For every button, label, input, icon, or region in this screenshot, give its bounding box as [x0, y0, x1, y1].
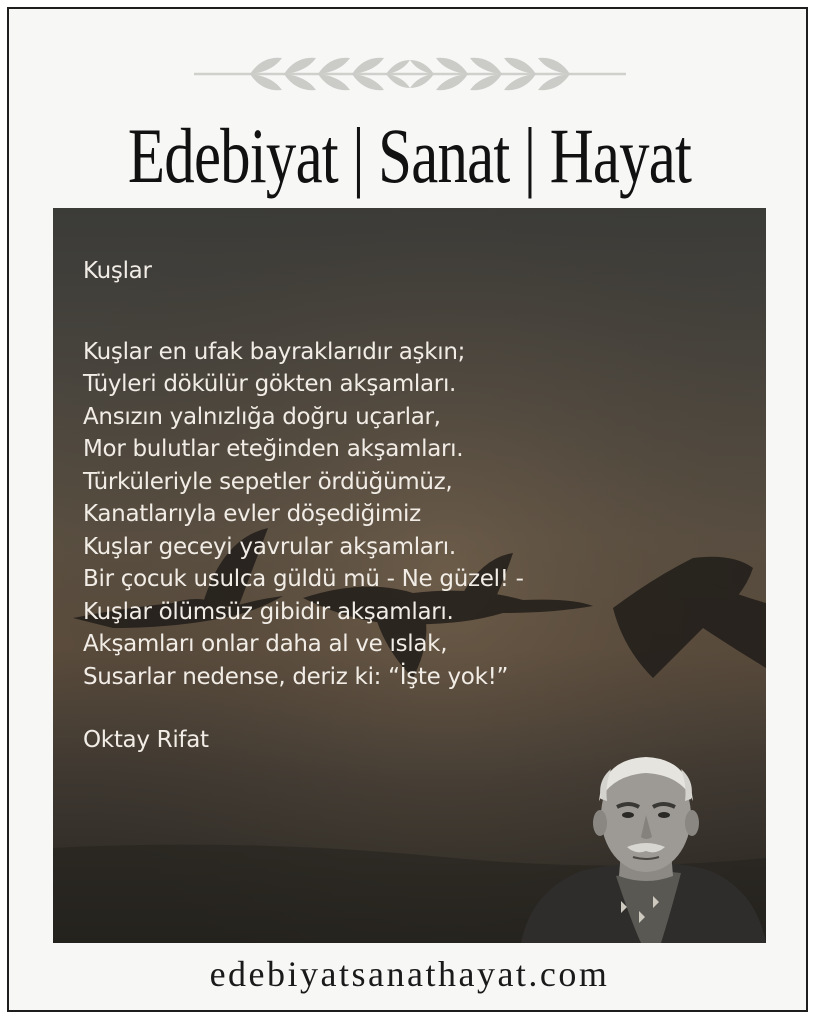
poem-line: Kanatlarıyla evler döşediğimiz — [83, 501, 421, 527]
poem-panel — [53, 208, 766, 943]
poem-line: Kuşlar geceyi yavrular akşamları. — [83, 533, 456, 560]
poem-line: Mor bulutlar eteğinden akşamları. — [83, 436, 464, 462]
poem-author: Oktay Rifat — [83, 727, 209, 753]
poem-line: Kuşlar en ufak bayraklarıdır aşkın; — [83, 338, 466, 365]
poem-line: Bir çocuk usulca güldü mü - Ne güzel! - — [83, 566, 524, 592]
poem-line: Türküleriyle sepetler ördüğümüz, — [83, 468, 453, 495]
poem-line: Ansızın yalnızlığa doğru uçarlar, — [83, 403, 441, 430]
poem-line: Kuşlar ölümsüz gibidir akşamları. — [83, 598, 454, 625]
poem-line: Tüyleri dökülür gökten akşamları. — [83, 371, 457, 397]
laurel-branch-icon — [190, 50, 630, 98]
site-title: Edebiyat | Sanat | Hayat — [127, 112, 692, 199]
website-url: edebiyatsanathayat.com — [209, 954, 610, 994]
poem-line: Akşamları onlar daha al ve ıslak, — [83, 631, 448, 657]
author-portrait-image — [521, 751, 766, 943]
stanza-gap — [83, 288, 683, 336]
poem-text — [83, 255, 683, 757]
poem-line: Susarlar nedense, deriz ki: “İşte yok!” — [83, 663, 509, 690]
poem-title: Kuşlar — [83, 258, 152, 284]
